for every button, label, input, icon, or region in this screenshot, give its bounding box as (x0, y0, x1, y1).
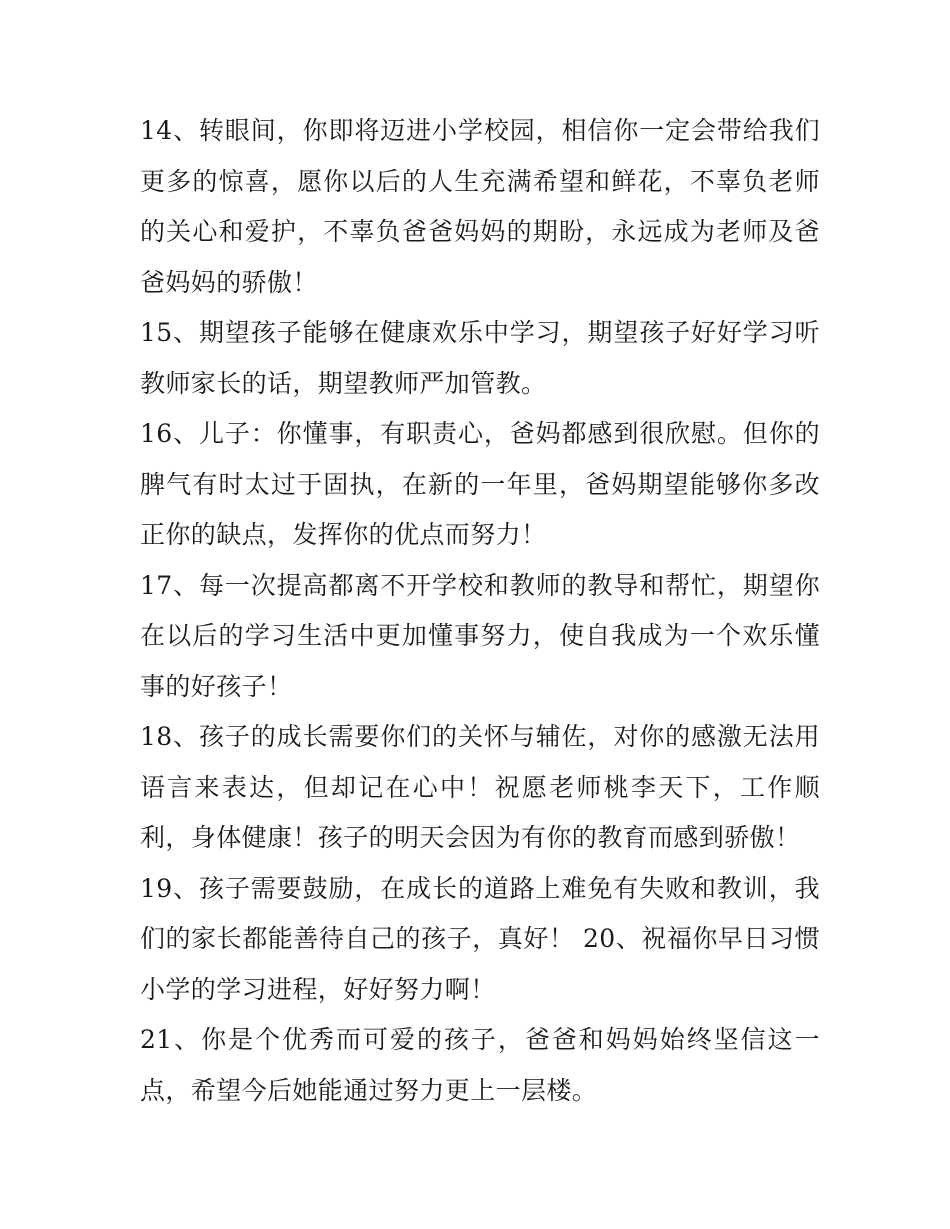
paragraph-21: 21、你是个优秀而可爱的孩子，爸爸和妈妈始终坚信这一点，希望今后她能通过努力更上一层楼。 (140, 1025, 820, 1105)
paragraph-18: 18、孩子的成长需要你们的关怀与辅佐，对你的感激无法用语言来表达，但却记在心中！祝愿老师桃李天下，工作顺利，身体健康！孩子的明天会因为有你的教育而感到骄傲！ (140, 722, 820, 852)
document-body (140, 106, 820, 1116)
paragraph-15: 15、期望孩子能够在健康欢乐中学习，期望孩子好好学习听教师家长的话，期望教师严加管教。 (140, 318, 820, 398)
paragraph-16: 16、儿子：你懂事，有职责心，爸妈都感到很欣慰。但你的脾气有时太过于固执，在新的一年里，爸妈期望能够你多改正你的缺点，发挥你的优点而努力！ (140, 419, 820, 549)
paragraph-17: 17、每一次提高都离不开学校和教师的教导和帮忙，期望你在以后的学习生活中更加懂事努力，使自我成为一个欢乐懂事的好孩子！ (140, 570, 820, 701)
paragraph-14: 14、转眼间，你即将迈进小学校园，相信你一定会带给我们更多的惊喜，愿你以后的人生充满希望和鲜花，不辜负老师的关心和爱护，不辜负爸爸妈妈的期盼，永远成为老师及爸爸妈妈的骄傲！ (140, 116, 820, 297)
paragraph-19-20: 19、孩子需要鼓励，在成长的道路上难免有失败和教训，我们的家长都能善待自己的孩子，真好！ 20、祝福你早日习惯小学的学习进程，好好努力啊！ (140, 873, 820, 1004)
